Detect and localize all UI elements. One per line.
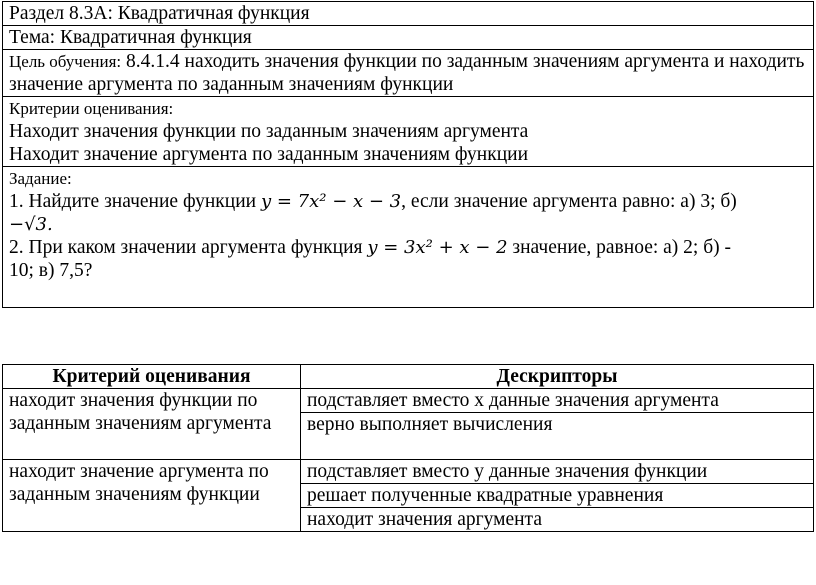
task-label: Задание: xyxy=(9,169,72,188)
task xyxy=(3,167,814,308)
q2-tail: 10; в) 7,5? xyxy=(9,260,93,281)
q2-start: 2. При каком значении аргумента функция xyxy=(9,237,363,258)
q1-start: 1. Найдите значение функции xyxy=(9,191,257,212)
criteria-label: Критерии оценивания: xyxy=(9,99,174,118)
q1-tail: −√3. xyxy=(9,214,53,235)
objective-text: 8.4.1.4 находить значения функции по заданным значениям аргумента и находить значение аргумента по заданным значениям функции xyxy=(9,51,805,95)
objective-label: Цель обучения: xyxy=(9,52,122,71)
criterion-cell: находит значение аргумента по заданным значениям функции xyxy=(3,460,301,532)
q1-end: , если значение аргумента равно: а) 3; б) xyxy=(401,191,737,212)
q1-formula: y = 7x² − x − 3 xyxy=(260,191,402,212)
criterion-cell: находит значения функции по заданным значениям аргумента xyxy=(3,389,301,460)
criteria-item: Находит значения функции по заданным значениям аргумента xyxy=(9,121,529,142)
criteria-item: Находит значение аргумента по заданным значениям функции xyxy=(9,144,529,165)
topic: Тема: Квадратичная функция xyxy=(3,26,814,50)
column-header-descriptors: Дескрипторы xyxy=(301,365,814,389)
criteria-descriptors-table xyxy=(2,364,814,532)
lesson-info-table xyxy=(2,1,814,308)
q2-end: значение, равное: а) 2; б) - xyxy=(512,237,731,258)
descriptor-cell: верно выполняет вычисления xyxy=(301,413,814,460)
task-question-2 xyxy=(9,236,807,282)
descriptor-cell: решает полученные квадратные уравнения xyxy=(301,484,814,508)
descriptor-cell: подставляет вместо x данные значения аргумента xyxy=(301,389,814,413)
section-title: Раздел 8.3А: Квадратичная функция xyxy=(3,2,814,26)
learning-objective xyxy=(3,50,814,97)
q2-formula: y = 3x² + x − 2 xyxy=(367,237,508,258)
descriptor-cell: находит значения аргумента xyxy=(301,508,814,532)
assessment-criteria xyxy=(3,97,814,167)
column-header-criterion: Критерий оценивания xyxy=(3,365,301,389)
descriptor-cell: подставляет вместо y данные значения функции xyxy=(301,460,814,484)
task-question-1 xyxy=(9,190,807,236)
